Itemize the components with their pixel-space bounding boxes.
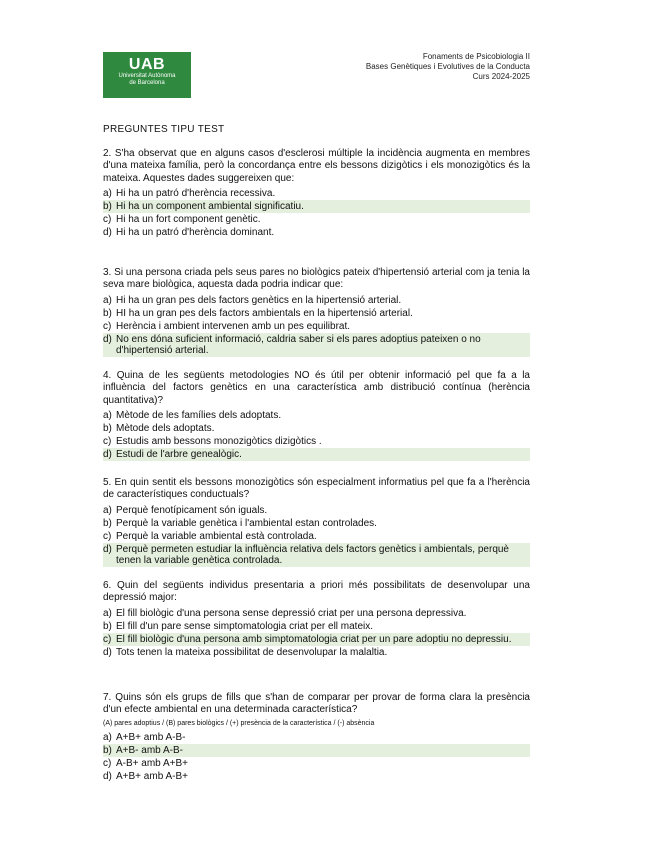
question-stem: 3. Si una persona criada pels seus pares no biològics pateix d'hipertensió arterial com ja tenia la seva mare biològica, aquesta dada podria indicar que: [103, 267, 530, 291]
option-text: Estudi de l'arbre genealògic. [116, 448, 242, 460]
question-7 [103, 692, 530, 783]
question-3 [103, 267, 530, 357]
option-d-correct [103, 543, 530, 567]
option-d-correct [103, 448, 530, 461]
logo-title: UAB [128, 56, 166, 73]
option-a [103, 504, 530, 517]
option-text: Hi ha un patró d'herència dominant. [116, 226, 275, 238]
option-a [103, 294, 530, 307]
option-text: Hi ha un patró d'herència recessiva. [116, 187, 276, 199]
option-text: A-B+ amb A+B+ [116, 757, 188, 769]
option-a [103, 731, 530, 744]
question-stem: 7. Quins són els grups de fills que s'han de comparar per provar de forma clara la presència d'un efecte ambiental en una determinada característica? [103, 692, 530, 716]
option-key: b) [103, 620, 112, 632]
option-text: Estudis amb bessons monozigòtics dizigòtics . [116, 435, 322, 447]
option-c [103, 757, 530, 770]
document-title: PREGUNTES TIPU TEST [103, 124, 225, 135]
option-text: Tots tenen la mateixa possibilitat de desenvolupar la malaltia. [116, 646, 388, 658]
option-key: d) [103, 226, 112, 238]
options-list [103, 731, 530, 783]
options-list [103, 187, 530, 239]
options-list [103, 504, 530, 567]
course-line-3: Curs 2024-2025 [472, 72, 530, 81]
uab-logo [103, 52, 191, 98]
option-d [103, 226, 530, 239]
option-key: c) [103, 530, 112, 542]
option-d [103, 770, 530, 783]
option-b [103, 307, 530, 320]
logo-line-1: Universitat Autònoma [118, 73, 176, 79]
option-text: Hi ha un fort component genètic. [116, 213, 261, 225]
option-text: Perquè permeten estudiar la influència relativa dels factors genètics i ambientals, perquè tenen la variable genètica controlada. [116, 543, 509, 566]
option-b [103, 422, 530, 435]
option-key: a) [103, 731, 112, 743]
option-key: a) [103, 187, 112, 199]
logo-line-2: de Barcelona [129, 80, 165, 86]
option-text: Mètode de les famílies dels adoptats. [116, 409, 282, 421]
option-key: c) [103, 213, 112, 225]
option-text: Mètode dels adoptats. [116, 422, 215, 434]
option-c-correct [103, 633, 530, 646]
option-b-correct [103, 744, 530, 757]
option-key: a) [103, 294, 112, 306]
option-d-correct [103, 333, 530, 357]
question-2 [103, 148, 530, 239]
option-key: d) [103, 448, 112, 460]
course-info [366, 52, 530, 82]
option-b-correct [103, 200, 530, 213]
question-stem: 6. Quin del següents individus presentaria a priori més possibilitats de desenvolupar una depressió major: [103, 580, 530, 604]
option-text: No ens dóna suficient informació, caldria saber si els pares adoptius pateixen o no d'hipertensió arterial. [116, 333, 481, 356]
option-a [103, 409, 530, 422]
option-key: a) [103, 504, 112, 516]
option-text: El fill d'un pare sense simptomatologia criat per ell mateix. [116, 620, 374, 632]
option-key: d) [103, 646, 112, 658]
option-text: Hi ha un component ambiental significatiu. [116, 200, 304, 212]
option-key: c) [103, 757, 112, 769]
option-text: Perquè la variable ambiental està controlada. [116, 530, 317, 542]
option-key: b) [103, 744, 112, 756]
option-text: Perquè fenotípicament són iguals. [116, 504, 268, 516]
option-text: El fill biològic d'una persona sense depressió criat per una persona depressiva. [116, 607, 467, 619]
question-stem: 5. En quin sentit els bessons monozigòtics són especialment informatius pel que fa a l'herència de característiques conductuals? [103, 477, 530, 501]
legend-note: (A) pares adoptius / (B) pares biològics / (+) presència de la característica / (-) absència [103, 719, 375, 727]
option-key: d) [103, 543, 112, 555]
option-c [103, 435, 530, 448]
option-a [103, 187, 530, 200]
option-key: b) [103, 517, 112, 529]
options-list [103, 607, 530, 659]
option-key: d) [103, 770, 112, 782]
option-key: b) [103, 422, 112, 434]
option-key: c) [103, 320, 112, 332]
option-key: b) [103, 307, 112, 319]
course-line-2: Bases Genètiques i Evolutives de la Conducta [365, 62, 530, 71]
option-c [103, 530, 530, 543]
option-c [103, 213, 530, 226]
option-text: El fill biològic d'una persona amb simptomatologia criat per un pare adoptiu no depressiu. [116, 633, 512, 645]
option-text: Perquè la variable genètica i l'ambiental estan controlades. [116, 517, 377, 529]
question-4 [103, 370, 530, 461]
option-text: A+B- amb A-B- [116, 744, 183, 756]
option-text: HI ha un gran pes dels factors ambientals en la hipertensió arterial. [116, 307, 413, 319]
option-key: c) [103, 435, 112, 447]
question-stem: 4. Quina de les següents metodologies NO és útil per obtenir informació pel que fa a la influència del factors genètics en una característica amb distribució contínua (herència quantitativa)? [103, 370, 530, 406]
option-text: A+B+ amb A-B+ [116, 770, 188, 782]
option-a [103, 607, 530, 620]
option-key: c) [103, 633, 112, 645]
option-d [103, 646, 530, 659]
option-text: Herència i ambient intervenen amb un pes equilibrat. [116, 320, 351, 332]
options-list [103, 409, 530, 461]
option-c [103, 320, 530, 333]
options-list [103, 294, 530, 357]
option-key: a) [103, 607, 112, 619]
option-key: a) [103, 409, 112, 421]
option-b [103, 517, 530, 530]
option-key: b) [103, 200, 112, 212]
course-line-1: Fonaments de Psicobiologia II [422, 52, 530, 61]
option-b [103, 620, 530, 633]
option-text: A+B+ amb A-B- [116, 731, 186, 743]
option-text: Hi ha un gran pes dels factors genètics en la hipertensió arterial. [116, 294, 402, 306]
question-5 [103, 477, 530, 567]
option-key: d) [103, 333, 112, 345]
question-stem: 2. S'ha observat que en alguns casos d'esclerosi múltiple la incidència augmenta en membres d'una mateixa família, però la concordança entre els bessons dizigòtics i els monozigòtics és la mateixa. Aquestes dades suggereixen que: [103, 148, 530, 184]
question-6 [103, 580, 530, 659]
